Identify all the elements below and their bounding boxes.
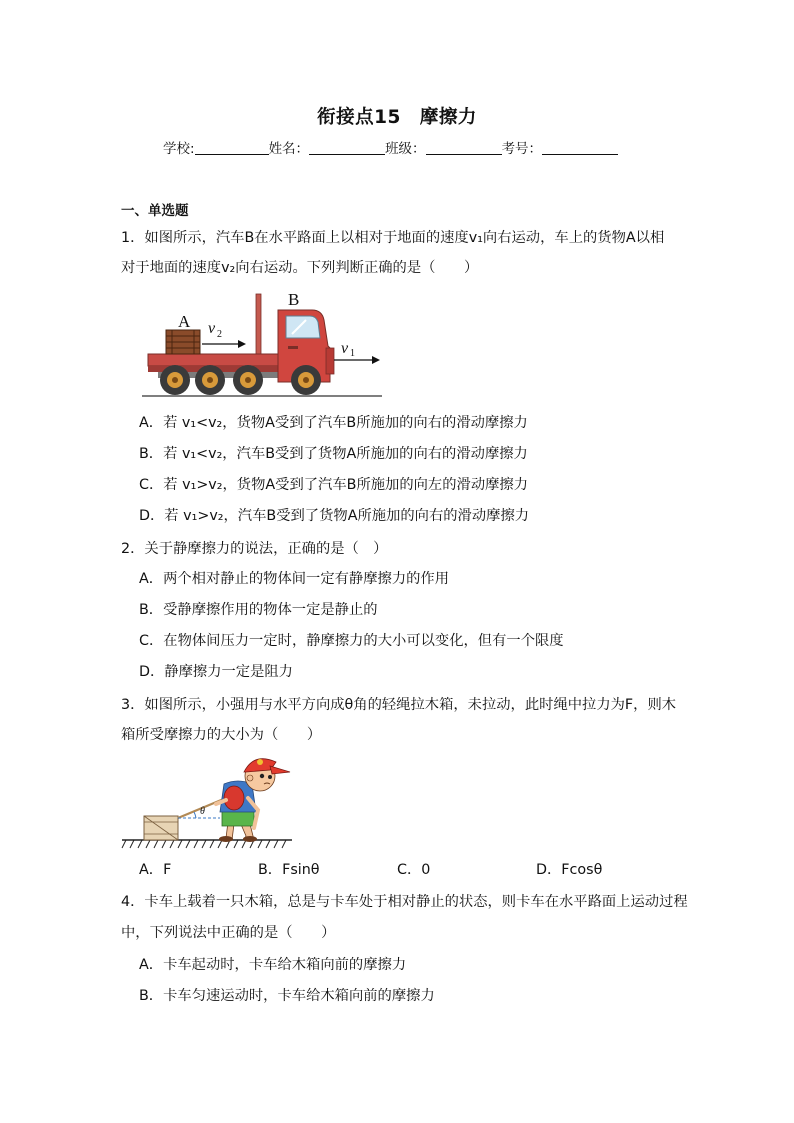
q4-option-a: A．卡车起动时，卡车给木箱向前的摩擦力: [139, 957, 407, 973]
q4-option-b: B．卡车匀速运动时，卡车给木箱向前的摩擦力: [139, 988, 435, 1004]
q3-boy-pulling-figure: [120, 754, 300, 852]
boy: [216, 759, 290, 842]
school-label: 学校:: [163, 141, 195, 157]
q2-stem: 2．关于静摩擦力的说法，正确的是（ ）: [121, 541, 388, 557]
number-blank: [542, 141, 618, 155]
q1-truck-figure: [140, 290, 385, 400]
v1-arrowhead: [372, 356, 380, 364]
truck-post: [256, 294, 261, 354]
class-blank: [426, 141, 502, 155]
student-info-line: [163, 137, 618, 157]
q3-stem-line2: 箱所受摩擦力的大小为（ ）: [121, 727, 322, 743]
section-heading: 一、单选题: [121, 203, 189, 219]
name-blank: [309, 141, 385, 155]
q3-option-c: C．0: [397, 862, 431, 878]
truck-window: [286, 316, 320, 338]
label-v1: v: [341, 340, 349, 357]
q3-option-d: D．Fcosθ: [536, 862, 603, 878]
q4-stem-line2: 中，下列说法中正确的是（ ）: [121, 925, 336, 941]
q3-option-a: A．F: [139, 862, 172, 878]
label-v2: v: [208, 320, 216, 337]
q1-stem-line2: 对于地面的速度v₂向右运动。下列判断正确的是（ ）: [121, 260, 479, 276]
v2-arrowhead: [238, 340, 246, 348]
number-label: 考号：: [501, 141, 543, 157]
q3-stem-line1: 3．如图所示，小强用与水平方向成θ角的轻绳拉木箱，未拉动，此时绳中拉力为F，则木: [121, 697, 677, 713]
label-v1-sub: 1: [350, 348, 355, 359]
ground-hatching: [122, 840, 286, 848]
q4-stem-line1: 4．卡车上载着一只木箱，总是与卡车处于相对静止的状态，则卡车在水平路面上运动过程: [121, 894, 688, 910]
name-label: 姓名：: [268, 141, 310, 157]
q1-option-d: D．若 v₁>v₂，汽车B受到了货物A所施加的向右的滑动摩擦力: [139, 508, 530, 524]
q2-option-c: C．在物体间压力一定时，静摩擦力的大小可以变化，但有一个限度: [139, 633, 564, 649]
q2-option-b: B．受静摩擦作用的物体一定是静止的: [139, 602, 378, 618]
q1-stem-line1: 1．如图所示，汽车B在水平路面上以相对于地面的速度v₁向右运动，车上的货物A以相: [121, 230, 665, 246]
label-b: B: [288, 290, 300, 309]
q2-option-a: A．两个相对静止的物体间一定有静摩擦力的作用: [139, 571, 450, 587]
truck-bed: [148, 354, 283, 366]
truck-wheels: [160, 365, 321, 395]
school-blank: [195, 141, 269, 155]
q1-option-a: A．若 v₁<v₂，货物A受到了汽车B所施加的向右的滑动摩擦力: [139, 415, 528, 431]
q1-option-b: B．若 v₁<v₂，汽车B受到了货物A所施加的向右的滑动摩擦力: [139, 446, 528, 462]
class-label: 班级：: [385, 141, 426, 157]
page-title: 衔接点15 摩擦力: [317, 107, 477, 128]
q3-option-b: B．Fsinθ: [258, 862, 320, 878]
q1-option-c: C．若 v₁>v₂，货物A受到了汽车B所施加的向左的滑动摩擦力: [139, 477, 529, 493]
truck-bumper: [326, 348, 334, 374]
label-v2-sub: 2: [217, 329, 222, 340]
door-handle: [288, 346, 298, 349]
cargo-crate-a: [166, 330, 200, 354]
label-theta: θ: [200, 806, 205, 817]
angle-arc: [194, 812, 196, 818]
wooden-crate: [144, 816, 178, 840]
q2-option-d: D．静摩擦力一定是阻力: [139, 664, 293, 680]
label-a: A: [178, 312, 191, 331]
